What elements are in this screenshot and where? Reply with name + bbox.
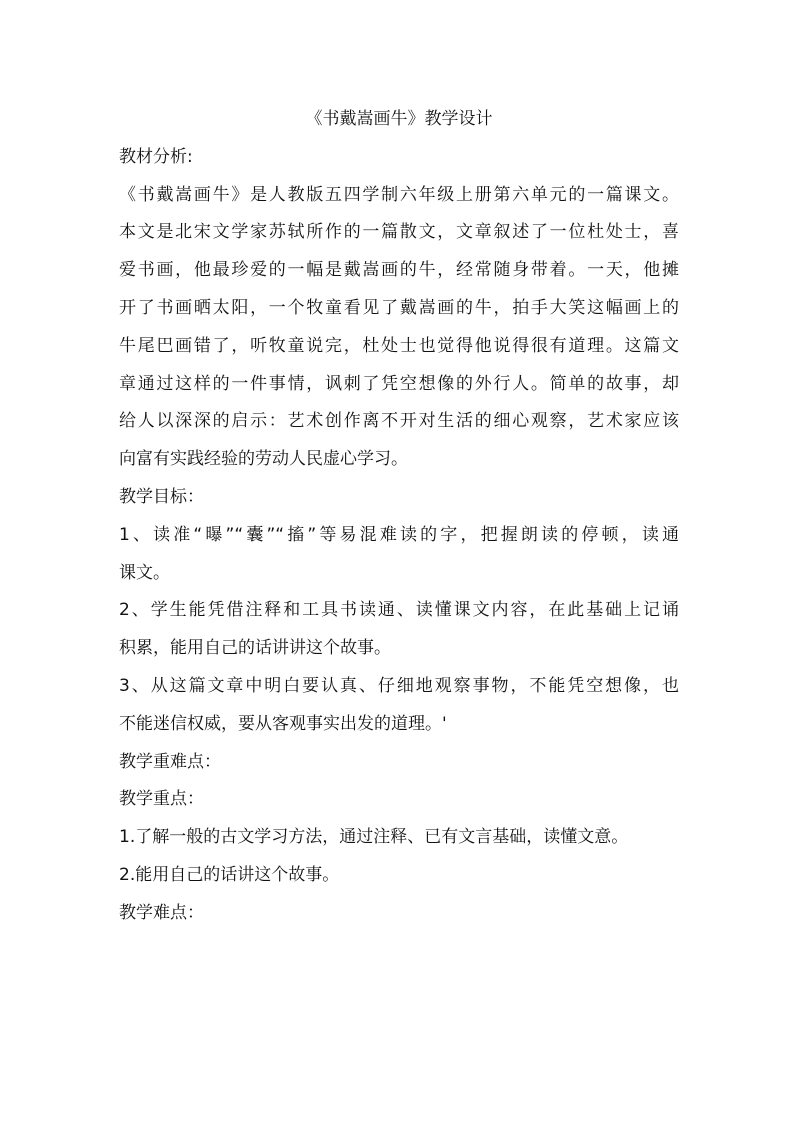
goal-line: 3、从这篇文章中明白要认真、仔细地观察事物，不能凭空想像，也: [119, 675, 679, 696]
document-title: 《书戴嵩画牛》教学设计: [305, 109, 493, 129]
paragraph-line: 章通过这样的一件事情，讽刺了凭空想像的外行人。简单的故事，却: [119, 373, 679, 394]
paragraph-line: 爱书画，他最珍爱的一幅是戴嵩画的牛，经常随身带着。一天，他摊: [119, 260, 679, 281]
paragraph-line: 开了书画晒太阳，一个牧童看见了戴嵩画的牛，拍手大笑这幅画上的: [119, 297, 679, 318]
paragraph-line: 向富有实践经验的劳动人民虚心学习。: [119, 449, 408, 470]
key-point-line: 1.了解一般的古文学习方法，通过注释、已有文言基础，读懂文意。: [119, 827, 629, 848]
document-body: [119, 101, 679, 933]
goal-line: 课文。: [119, 562, 170, 583]
section-heading-analysis: 教材分析:: [119, 146, 193, 167]
section-subheading-key: 教学重点：: [119, 789, 204, 810]
goal-line: 2、学生能凭借注释和工具书读通、读懂课文内容，在此基础上记诵: [119, 600, 679, 621]
paragraph-line: 给人以深深的启示：艺术创作离不开对生活的细心观察，艺术家应该: [119, 411, 679, 432]
section-heading-key-difficulty: 教学重难点：: [119, 751, 221, 772]
goal-line: 积累，能用自己的话讲讲这个故事。: [119, 638, 391, 659]
section-subheading-difficulty: 教学难点：: [119, 902, 204, 923]
goal-line: 1、读准“曝”“囊”“搐”等易混难读的字，把握朗读的停顿，读通: [119, 524, 679, 545]
section-heading-goals: 教学目标：: [119, 486, 204, 507]
paragraph-line: 《书戴嵩画牛》是人教版五四学制六年级上册第六单元的一篇课文。: [119, 184, 679, 205]
paragraph-line: 本文是北宋文学家苏轼所作的一篇散文，文章叙述了一位杜处士，喜: [119, 222, 679, 243]
paragraph-line: 牛尾巴画错了，听牧童说完，杜处士也觉得他说得很有道理。这篇文: [119, 335, 679, 356]
key-point-line: 2.能用自己的话讲这个故事。: [119, 864, 340, 885]
goal-line: 不能迷信权威，要从客观事实出发的道理。': [119, 713, 447, 734]
